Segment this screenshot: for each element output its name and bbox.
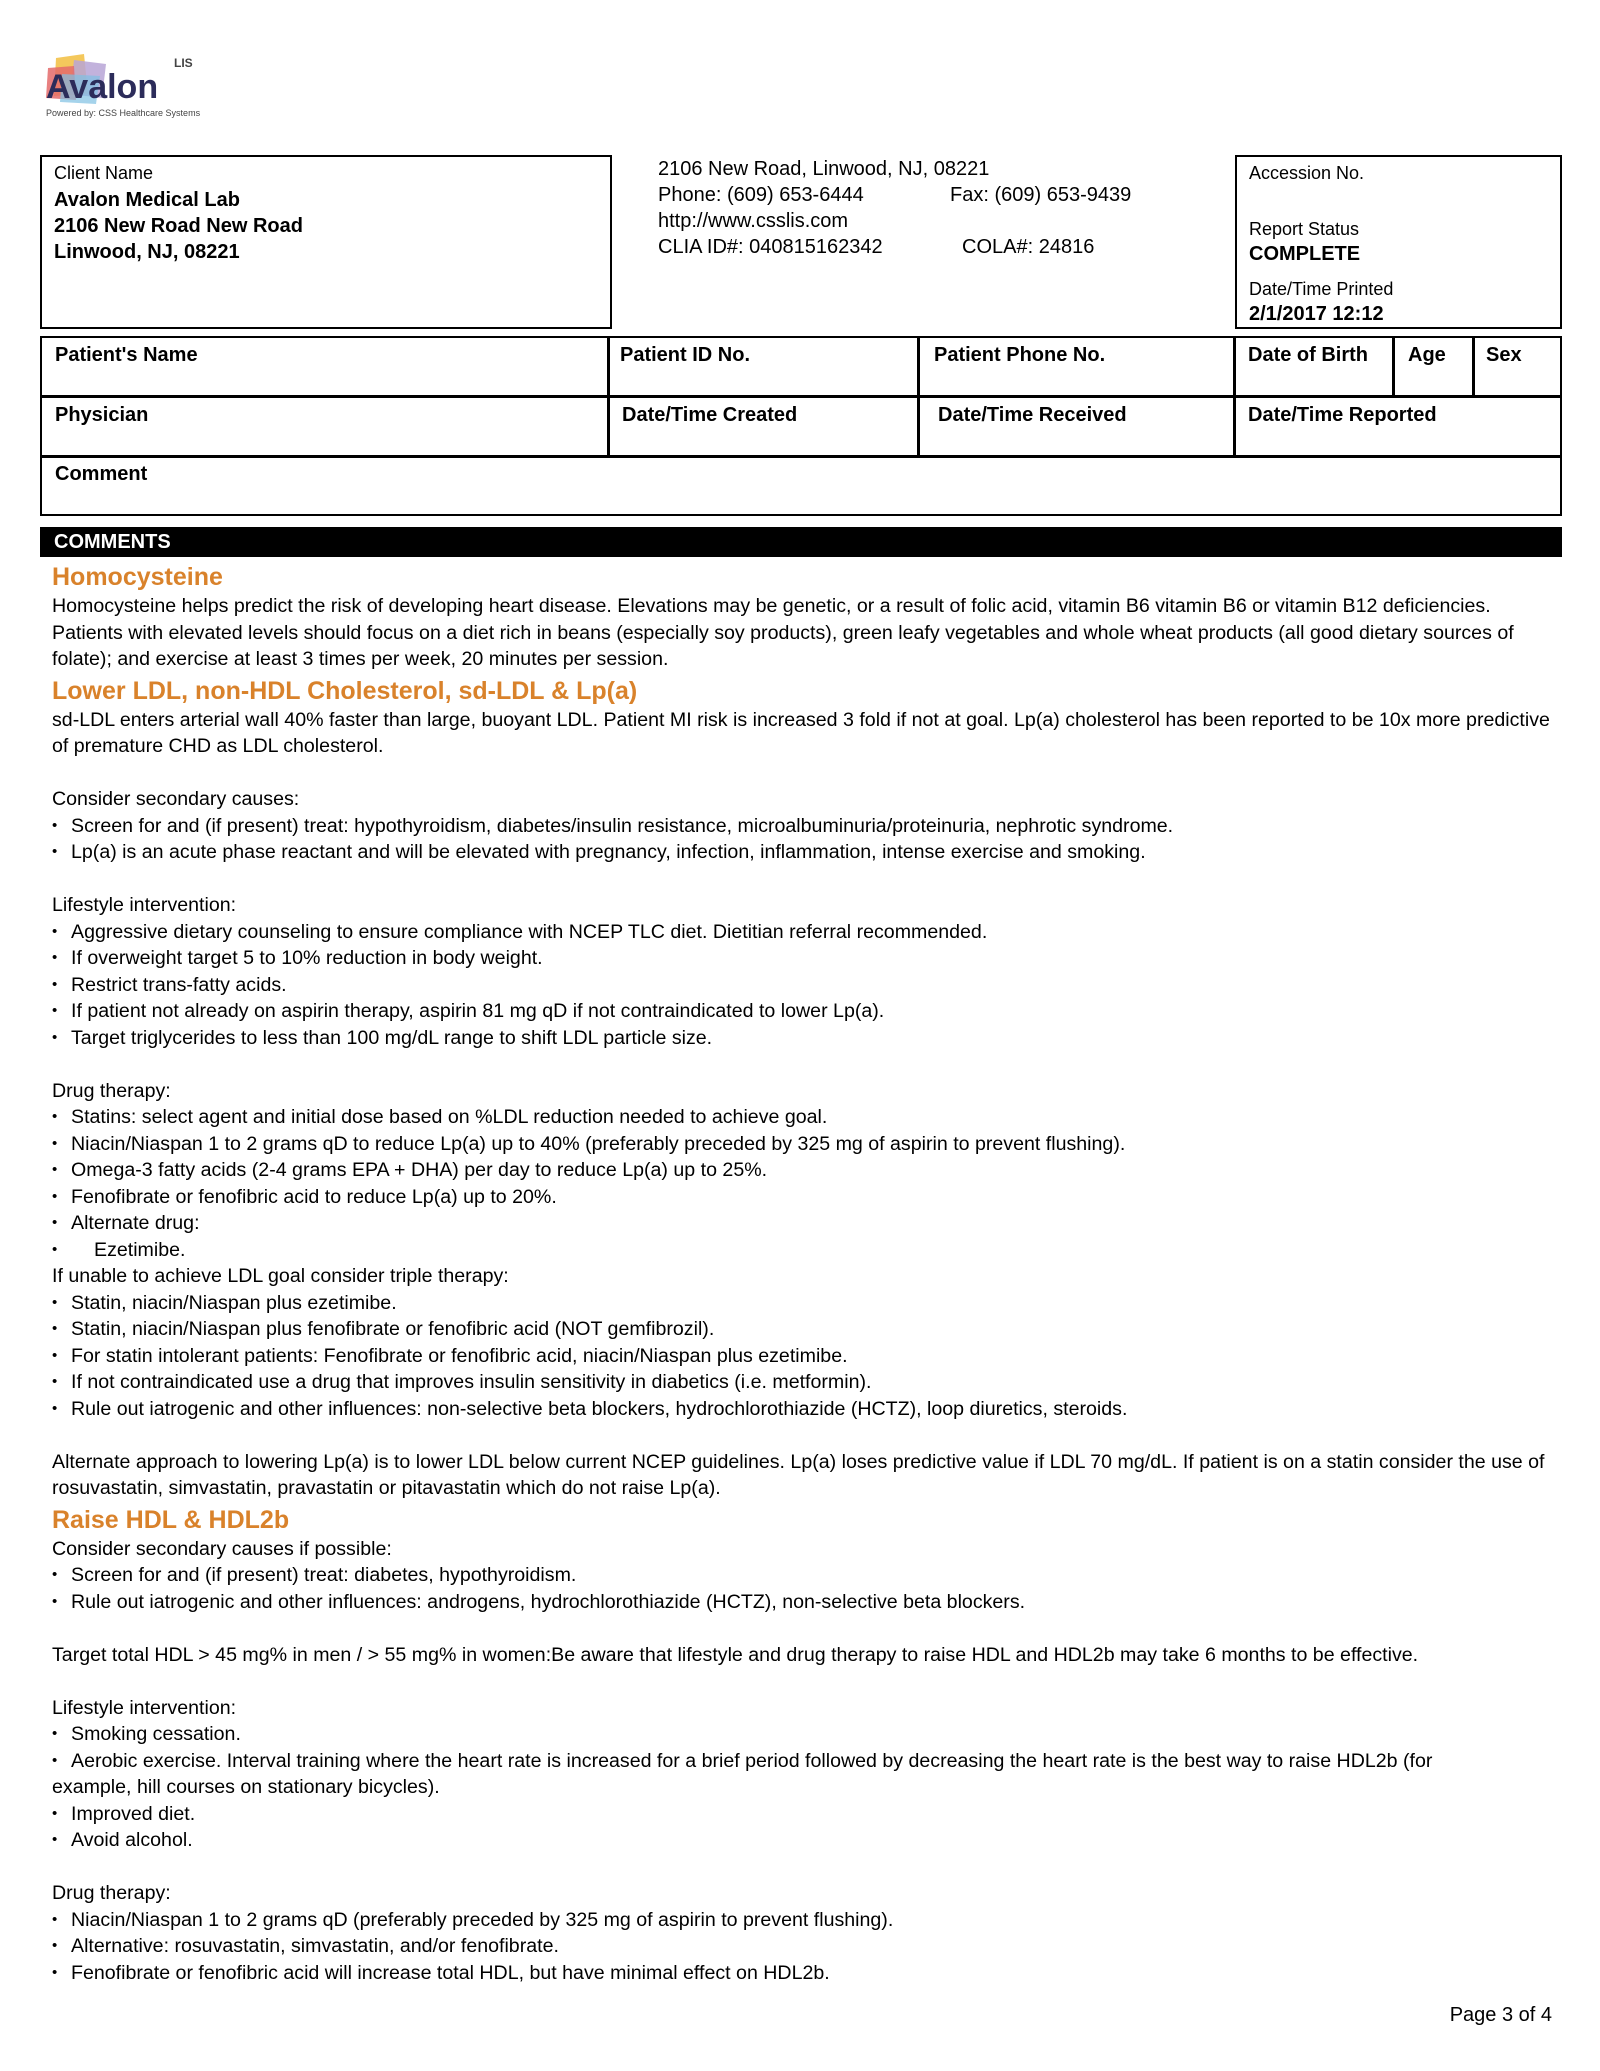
client-name: Avalon Medical Lab [54, 189, 240, 211]
hdl-lifestyle-head: Lifestyle intervention: [52, 1696, 237, 1719]
comments-content [52, 561, 1562, 1986]
list-item: • If overweight target 5 to 10% reduction in body weight. [52, 945, 1562, 972]
ldl-drug-head: Drug therapy: [52, 1079, 171, 1102]
lab-cola: COLA#: 24816 [962, 236, 1095, 258]
sex-label: Sex [1486, 344, 1522, 366]
client-box [40, 155, 612, 329]
list-item: • Screen for and (if present) treat: hypothyroidism, diabetes/insulin resistance, microalbuminuria/proteinuria, nephrotic syndrome. [52, 813, 1562, 840]
client-name-label: Client Name [54, 163, 154, 183]
list-item: • Fenofibrate or fenofibric acid to reduce Lp(a) up to 20%. [52, 1184, 1562, 1211]
logo-tagline: Powered by: CSS Healthcare Systems [46, 108, 201, 118]
avalon-logo [44, 54, 214, 126]
ldl-lifestyle-head: Lifestyle intervention: [52, 894, 237, 916]
patient-name-label: Patient's Name [55, 344, 198, 366]
reported-label: Date/Time Reported [1248, 404, 1437, 426]
list-item: • Statin, niacin/Niaspan plus ezetimibe. [52, 1290, 1562, 1317]
homocysteine-text: Homocysteine helps predict the risk of developing heart disease. Elevations may be genetic, or a result of folic acid, vitamin B6 vitamin B6 or vitamin B12 deficiencies. Patients with elevated levels should focus on a diet rich in beans (especially soy products), green leafy vegetables and whole wheat products (all good dietary sources of folate); and exercise at least 3 times per week, 20 minutes per session. [52, 595, 1514, 670]
hdl-drug-head: Drug therapy: [52, 1882, 171, 1904]
list-item: • Target triglycerides to less than 100 mg/dL range to shift LDL particle size. [52, 1025, 1562, 1052]
printed-label: Date/Time Printed [1249, 279, 1394, 299]
report-status-label: Report Status [1249, 219, 1360, 239]
list-item: • Statin, niacin/Niaspan plus fenofibrate or fenofibric acid (NOT gemfibrozil). [52, 1316, 1562, 1343]
client-address-line2: Linwood, NJ, 08221 [54, 241, 240, 263]
lab-clia: CLIA ID#: 040815162342 [658, 236, 883, 258]
list-item: • Lp(a) is an acute phase reactant and will be elevated with pregnancy, infection, inflammation, intense exercise and smoking. [52, 839, 1562, 866]
list-item: • Fenofibrate or fenofibric acid will increase total HDL, but have minimal effect on HDL2b. [52, 1960, 1562, 1987]
list-item: • Rule out iatrogenic and other influences: non-selective beta blockers, hydrochlorothiazide (HCTZ), loop diuretics, steroids. [52, 1396, 1562, 1423]
ldl-intro: sd-LDL enters arterial wall 40% faster than large, buoyant LDL. Patient MI risk is increased 3 fold if not at goal. Lp(a) cholesterol has been reported to be 10x more predictive of premature CHD as LDL cholesterol. [52, 708, 1550, 757]
list-item: • Restrict trans-fatty acids. [52, 972, 1562, 999]
lis-superscript: LIS [174, 56, 193, 70]
created-label: Date/Time Created [622, 404, 798, 426]
lab-url[interactable]: http://www.csslis.com [658, 210, 849, 232]
list-item: • Smoking cessation. [52, 1721, 1562, 1748]
list-item: • Omega-3 fatty acids (2-4 grams EPA + DHA) per day to reduce Lp(a) up to 25%. [52, 1157, 1562, 1184]
list-item: • If not contraindicated use a drug that improves insulin sensitivity in diabetics (i.e. metformin). [52, 1369, 1562, 1396]
list-item: • Screen for and (if present) treat: diabetes, hypothyroidism. [52, 1562, 1562, 1589]
client-address-line1: 2106 New Road New Road [54, 215, 303, 237]
list-item: • Improved diet. [52, 1801, 1562, 1828]
list-item: • Aggressive dietary counseling to ensure compliance with NCEP TLC diet. Dietitian referral recommended. [52, 919, 1562, 946]
list-item: • Rule out iatrogenic and other influences: androgens, hydrochlorothiazide (HCTZ), non-selective beta blockers. [52, 1589, 1562, 1616]
report-status-value: COMPLETE [1249, 243, 1361, 265]
list-item: • Aerobic exercise. Interval training where the heart rate is increased for a brief period followed by decreasing the heart rate is the best way to raise HDL2b (for [52, 1748, 1562, 1775]
ldl-alt-text: Alternate approach to lowering Lp(a) is to lower LDL below current NCEP guidelines. Lp(a) loses predictive value if LDL 70 mg/dL. If patient is on a statin consider the use of rosuvastatin, simvastatin, pravastatin or pitavastatin which do not raise Lp(a). [52, 1450, 1545, 1499]
lab-address: 2106 New Road, Linwood, NJ, 08221 [658, 158, 990, 180]
list-item-continuation: example, hill courses on stationary bicycles). [52, 1776, 440, 1798]
list-item: • Niacin/Niaspan 1 to 2 grams qD (preferably preceded by 325 mg of aspirin to prevent flushing). [52, 1907, 1562, 1934]
list-item: • Avoid alcohol. [52, 1827, 1562, 1854]
patient-id-label: Patient ID No. [620, 344, 751, 366]
list-item: • If patient not already on aspirin therapy, aspirin 81 mg qD if not contraindicated to lower Lp(a). [52, 998, 1562, 1025]
received-label: Date/Time Received [938, 404, 1127, 426]
lab-phone: Phone: (609) 653-6444 [658, 184, 864, 206]
ldl-title: Lower LDL, non-HDL Cholesterol, sd-LDL & Lp(a) [52, 676, 638, 705]
list-item: • Alternative: rosuvastatin, simvastatin, and/or fenofibrate. [52, 1933, 1562, 1960]
list-item: • Statins: select agent and initial dose based on %LDL reduction needed to achieve goal. [52, 1104, 1562, 1131]
list-item: • Alternate drug: [52, 1210, 1562, 1237]
page-number: Page 3 of 4 [1449, 2004, 1552, 2026]
lab-fax: Fax: (609) 653-9439 [950, 184, 1132, 206]
homocysteine-title: Homocysteine [52, 563, 223, 591]
list-item: • For statin intolerant patients: Fenofibrate or fenofibric acid, niacin/Niaspan plus ezetimibe. [52, 1343, 1562, 1370]
hdl-title: Raise HDL & HDL2b [52, 1505, 290, 1534]
age-label: Age [1408, 344, 1446, 366]
printed-value: 2/1/2017 12:12 [1249, 303, 1384, 325]
svg-text:Avalon: Avalon [46, 68, 159, 106]
status-box [1235, 155, 1562, 329]
dob-label: Date of Birth [1248, 344, 1368, 366]
ldl-secondary-head: Consider secondary causes: [52, 788, 300, 810]
ldl-triple-head: If unable to achieve LDL goal consider triple therapy: [52, 1265, 509, 1287]
comment-label: Comment [55, 463, 148, 485]
patient-phone-label: Patient Phone No. [934, 344, 1106, 366]
physician-label: Physician [55, 404, 149, 426]
hdl-target-text: Target total HDL > 45 mg% in men / > 55 mg% in women:Be aware that lifestyle and drug therapy to raise HDL and HDL2b may take 6 months to be effective. [52, 1643, 1419, 1666]
hdl-secondary-head: Consider secondary causes if possible: [52, 1537, 392, 1560]
list-item: • Niacin/Niaspan 1 to 2 grams qD to reduce Lp(a) up to 40% (preferably preceded by 325 mg of aspirin to prevent flushing). [52, 1131, 1562, 1158]
comments-header: COMMENTS [40, 527, 1562, 557]
list-item: • Ezetimibe. [52, 1237, 1562, 1264]
accession-label: Accession No. [1249, 163, 1365, 183]
